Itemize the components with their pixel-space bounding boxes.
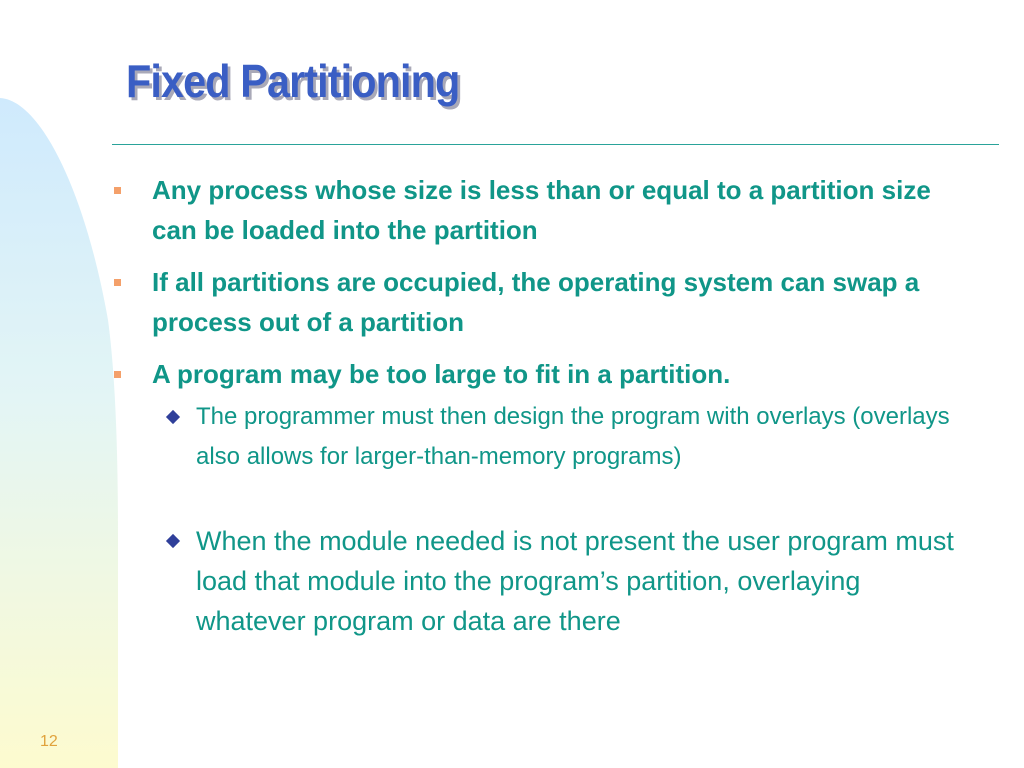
bullet-2: If all partitions are occupied, the operating system can swap a process out of a partition bbox=[152, 267, 920, 337]
bullet-3: A program may be too large to fit in a partition. bbox=[152, 359, 731, 389]
sub-bullet-2: When the module needed is not present the user program must load that module into the program’s partition, overlaying whatever program or data are there bbox=[196, 526, 954, 636]
diamond-bullet-icon bbox=[166, 534, 180, 548]
square-bullet-icon bbox=[114, 187, 121, 194]
sub-bullet-1: The programmer must then design the program with overlays (overlays also allows for larger-than-memory programs) bbox=[196, 403, 950, 470]
slide-title: Fixed Partitioning bbox=[126, 55, 460, 107]
square-bullet-icon bbox=[114, 371, 121, 378]
page-number: 12 bbox=[40, 733, 58, 750]
square-bullet-icon bbox=[114, 279, 121, 286]
bullet-1: Any process whose size is less than or equal to a partition size can be loaded into the partition bbox=[152, 175, 931, 245]
diamond-bullet-icon bbox=[166, 410, 180, 424]
